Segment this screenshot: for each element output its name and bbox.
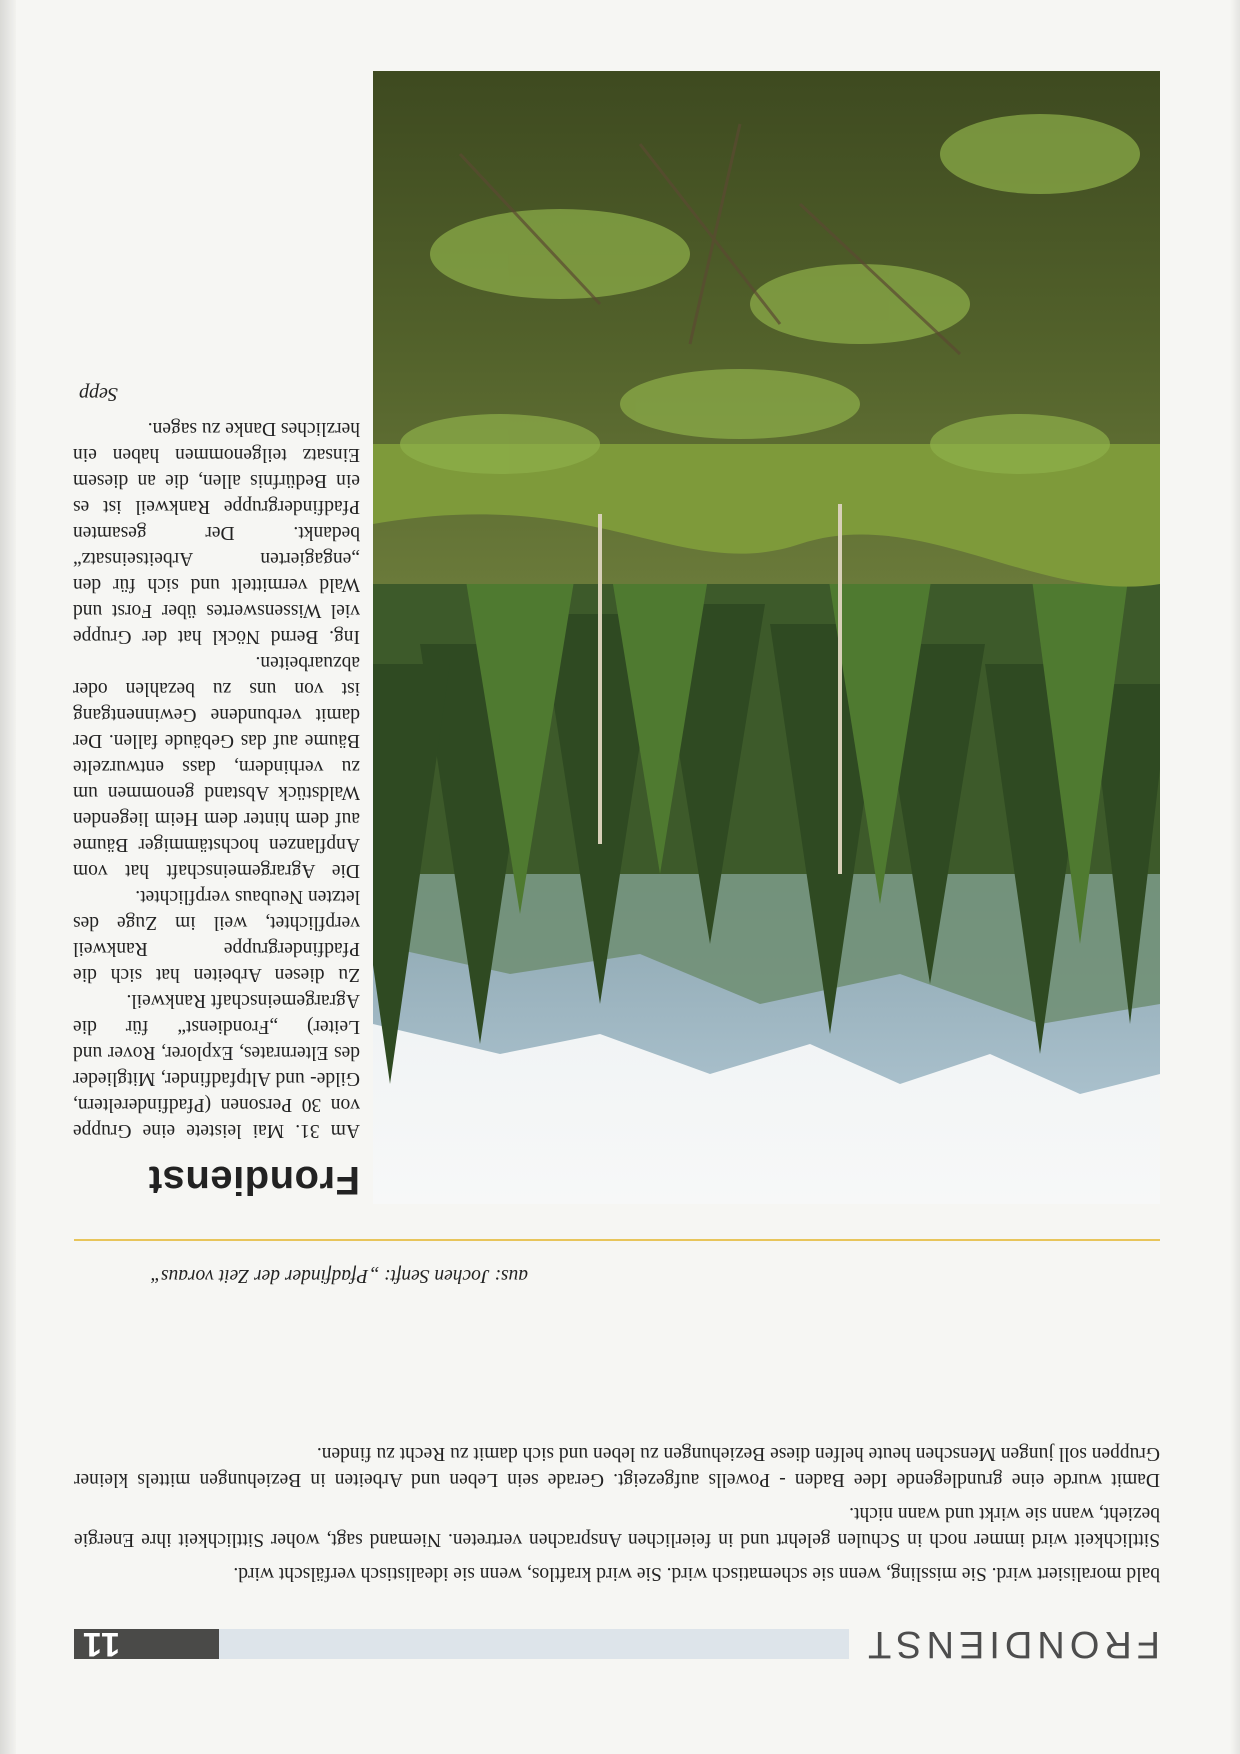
article-heading: Frondienst: [148, 1158, 360, 1202]
article-paragraph: Ing. Bernd Nöckl hat der Gruppe viel Wissenswertes über Forst und Wald vermittelt und sich für den „engagierten Arbeitseinsatz“ bedankt. Der gesamten Pfadfindergruppe Rankweil ist es ein Bedürfnis allen, die an diesem Einsatz teilgenommen haben ein herzliches Danke zu sagen.: [73, 418, 360, 647]
forest-illustration: [373, 71, 1160, 1204]
intro-paragraph: bald moralisiert wird. Sie missling, wenn sie schematisch wird. Sie wird kraftlos, wenn sie idealistisch verfälscht wird.: [233, 1563, 1160, 1584]
author-signature: Sepp: [79, 383, 118, 405]
section-title: FRONDIENST: [849, 1629, 1160, 1659]
article-frondienst: [73, 382, 360, 1202]
divider-rule: [74, 1239, 1160, 1241]
page-number: 11: [82, 1625, 120, 1663]
article-paragraph: Die Agrargemeinschaft hat vom Anpflanzen hochstämmiger Bäume auf dem hinter dem Heim liegenden Waldstück Abstand genommen um zu verhindern, dass entwurzelte Bäume auf das Gebäude fallen. Der damit verbundene Gewinnentgang ist von uns zu bezahlen oder abzuarbeiten.: [73, 652, 360, 881]
intro-text: [74, 1432, 1160, 1586]
page-number-box: [74, 1625, 219, 1663]
article-paragraph: Zu diesen Arbeiten hat sich die Pfadfindergruppe Rankweil verpflichtet, weil im Zuge des letzten Neubaus verpflichtet.: [73, 886, 360, 985]
page-edge-left: [1230, 0, 1240, 1754]
intro-paragraph: Damit wurde eine grundlegende Idee Baden - Powells aufgezeigt. Gerade sein Leben und Arbeiten in Beziehungen mittels kleiner Gruppen soll jungen Menschen heute helfen diese Beziehungen zu leben und sich damit zu Recht zu finden.: [74, 1443, 1160, 1490]
page-header: [74, 1623, 1160, 1665]
forest-photo: [373, 71, 1160, 1204]
quote-source: aus: Jochen Senft: „Pfadfinder der Zeit voraus“: [150, 1265, 529, 1286]
article-paragraph: Am 31. Mai leistete eine Gruppe von 30 Personen (Pfadfindereltern, Gilde- und Altpfadfinder, Mitglieder des Elternrates, Explorer, Rover und Leiter) „Frondienst“ für die Agrargemeinschaft Rankweil.: [73, 990, 360, 1141]
intro-paragraph: Sittlichkeit wird immer noch in Schulen gelehrt und in feierlichen Ansprachen vertreten. Niemand sagt, woher Sittlichkeit ihre Energie bezieht, wann sie wirkt und wann nicht.: [74, 1503, 1160, 1550]
article-body: [73, 415, 360, 1143]
page-edge-shadow: [0, 0, 16, 1754]
